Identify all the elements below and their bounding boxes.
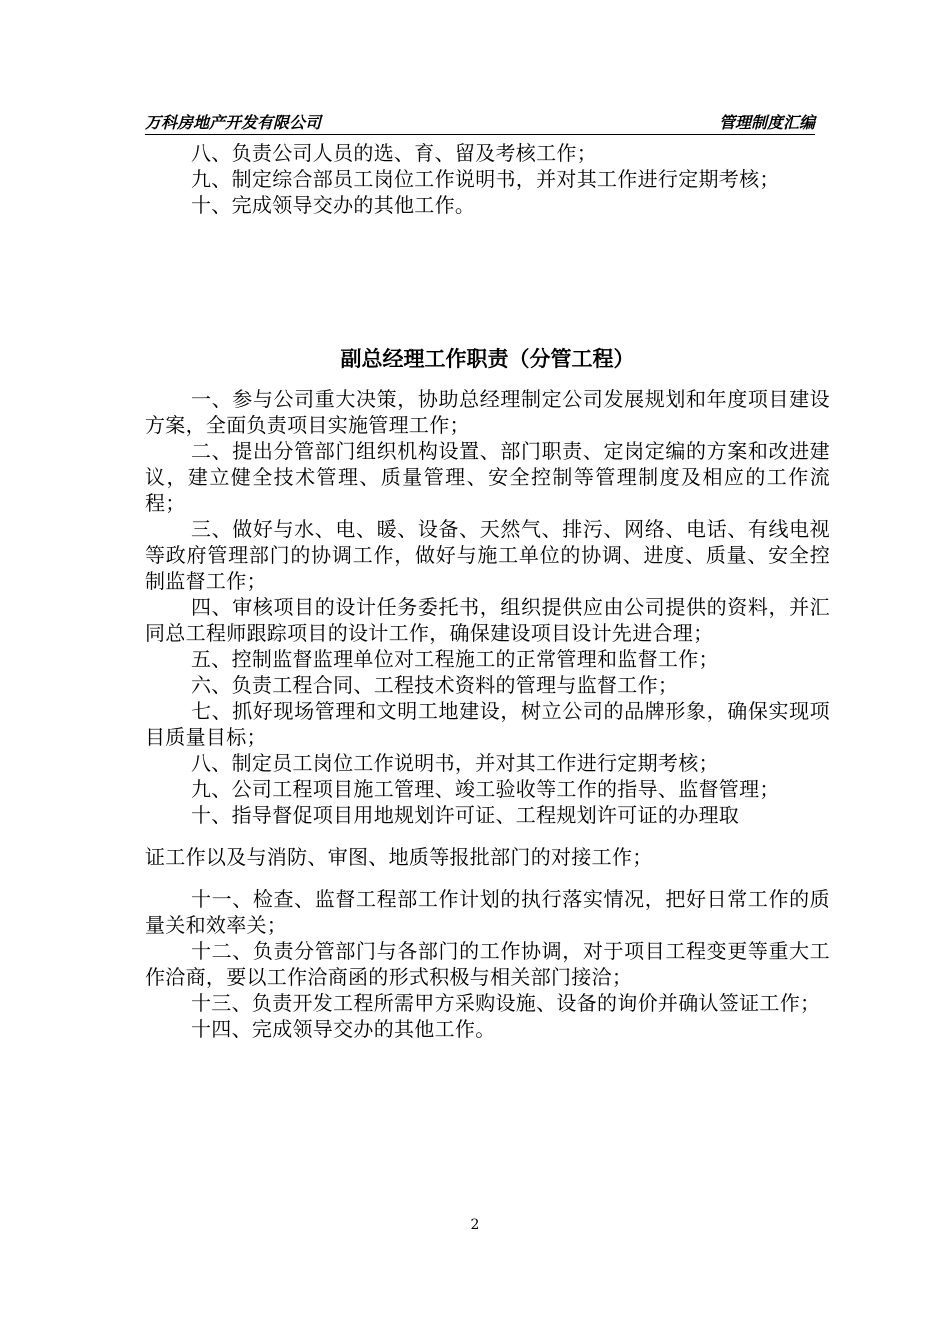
header-document-title: 管理制度汇编 [718,113,815,132]
list-item: 九、公司工程项目施工管理、竣工验收等工作的指导、监督管理； [191,777,780,801]
list-item: 八、负责公司人员的选、育、留及考核工作； [191,141,597,165]
list-item: 十三、负责开发工程所需甲方采购设施、设备的询价并确认签证工作； [191,991,821,1015]
page-header [145,112,815,135]
list-item: 八、制定员工岗位工作说明书，并对其工作进行定期考核； [191,751,719,775]
continued-duties-list [145,140,830,218]
list-item: 十一、检查、监督工程部工作计划的执行落实情况，把好日常工作的质量关和效率关； [145,887,830,937]
list-item: 一、参与公司重大决策，协助总经理制定公司发展规划和年度项目建设方案，全面负责项目实施管理工作； [145,387,830,437]
page-number: 2 [470,1217,480,1233]
list-item: 十、指导督促项目用地规划许可证、工程规划许可证的办理取 [191,803,740,827]
list-item: 五、控制监督监理单位对工程施工的正常管理和监督工作； [191,647,719,671]
deputy-gm-duties-list [145,386,830,1042]
list-item: 十四、完成领导交办的其他工作。 [191,1017,496,1041]
list-item: 三、做好与水、电、暖、设备、天然气、排污、网络、电话、有线电视等政府管理部门的协调工作，做好与施工单位的协调、进度、质量、安全控制监督工作； [145,517,830,593]
header-company-name: 万科房地产开发有限公司 [145,113,322,132]
list-item: 四、审核项目的设计任务委托书，组织提供应由公司提供的资料，并汇同总工程师跟踪项目的设计工作，确保建设项目设计先进合理； [145,595,830,645]
list-item: 十、完成领导交办的其他工作。 [191,193,476,217]
list-item: 七、抓好现场管理和文明工地建设，树立公司的品牌形象，确保实现项目质量目标； [145,699,830,749]
list-item: 九、制定综合部员工岗位工作说明书，并对其工作进行定期考核； [191,167,780,191]
list-item: 证工作以及与消防、审图、地质等报批部门的对接工作； [145,845,653,869]
section-title: 副总经理工作职责（分管工程） [340,347,635,371]
list-item: 二、提出分管部门组织机构设置、部门职责、定岗定编的方案和改进建议，建立健全技术管理、质量管理、安全控制等管理制度及相应的工作流程； [145,439,830,515]
list-item: 六、负责工程合同、工程技术资料的管理与监督工作； [191,673,679,697]
list-item: 十二、负责分管部门与各部门的工作协调，对于项目工程变更等重大工作洽商，要以工作洽商函的形式积极与相关部门接洽； [145,939,830,989]
